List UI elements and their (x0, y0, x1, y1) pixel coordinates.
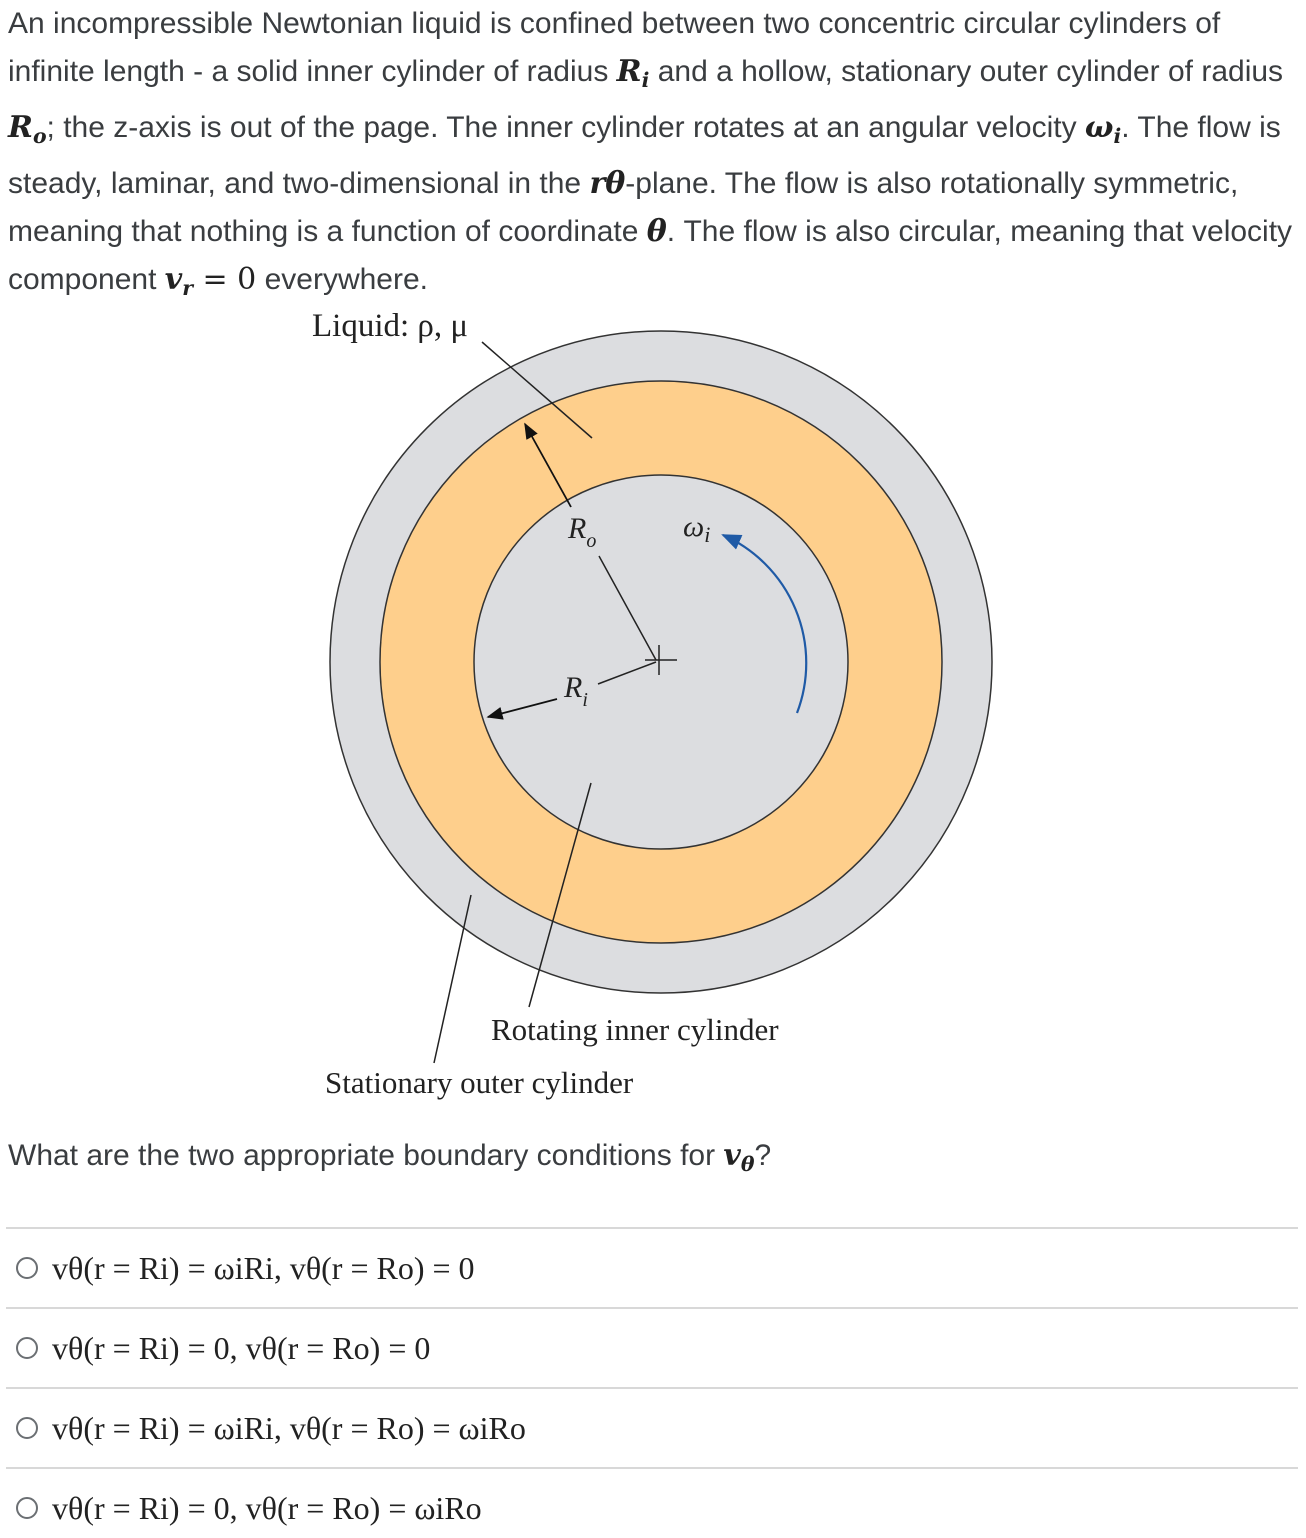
divider (6, 1467, 1298, 1469)
radio-button[interactable] (16, 1417, 38, 1439)
divider (6, 1307, 1298, 1309)
vr-equals-zero: = 0 (192, 262, 257, 298)
stationary-leader-line (434, 895, 471, 1063)
ro-symbol: $R_o$ (8, 110, 47, 149)
rotating-inner-cylinder-label: Rotating inner cylinder (491, 1012, 779, 1047)
vr-symbol: $v_r$ (164, 262, 193, 301)
omega-label: $\omega_i$ (683, 510, 711, 547)
stationary-outer-cylinder-label: Stationary outer cylinder (325, 1065, 634, 1100)
answer-option-3[interactable] (16, 1400, 526, 1456)
divider (6, 1227, 1298, 1229)
option-label: vθ(r = Ri) = 0, vθ(r = Ro) = 0 (52, 1329, 431, 1366)
option-label: vθ(r = Ri) = ωiRi, vθ(r = Ro) = ωiRo (52, 1409, 526, 1446)
radio-button[interactable] (16, 1497, 38, 1519)
answer-option-1[interactable] (16, 1240, 475, 1296)
radio-button[interactable] (16, 1337, 38, 1359)
ri-symbol: $R_i$ (616, 54, 650, 93)
problem-statement: An incompressible Newtonian liquid is confined between two concentric circular cylinders of infinite length - a solid inner cylinder of radius $R_i$ and a hollow, stationary outer cylinder of radius $R_o$; the z-axis is out of the page. The inner cylinder rotates at an angular velocity $\omega_i$. The flow is steady, laminar, and two-dimensional in the rθ-plane. The flow is also rotationally symmetric, meaning that nothing is a function of coordinate θ. The flow is also circular, meaning that velocity component $v_r = 0$ everywhere. (8, 7, 1293, 301)
radio-button[interactable] (16, 1257, 38, 1279)
option-label: vθ(r = Ri) = 0, vθ(r = Ro) = ωiRo (52, 1489, 482, 1526)
ri-label: $R_i$ (564, 671, 588, 711)
rtheta-symbol: rθ (589, 166, 626, 202)
question-text: What are the two appropriate boundary conditions for $v_\theta$? (8, 1138, 772, 1177)
answer-option-4[interactable] (16, 1480, 482, 1536)
divider (6, 1387, 1298, 1389)
theta-symbol: θ (646, 214, 667, 250)
inner-cylinder (474, 475, 848, 849)
v-theta-symbol: $v_\theta$ (723, 1138, 755, 1177)
omega-symbol: $\omega_i$ (1084, 110, 1122, 149)
answer-option-2[interactable] (16, 1320, 430, 1376)
ro-label: $R_o$ (568, 512, 597, 552)
liquid-label: Liquid: ρ, μ (312, 308, 469, 344)
concentric-cylinders-figure (0, 296, 1306, 1116)
option-label: vθ(r = Ri) = ωiRi, vθ(r = Ro) = 0 (52, 1249, 475, 1286)
